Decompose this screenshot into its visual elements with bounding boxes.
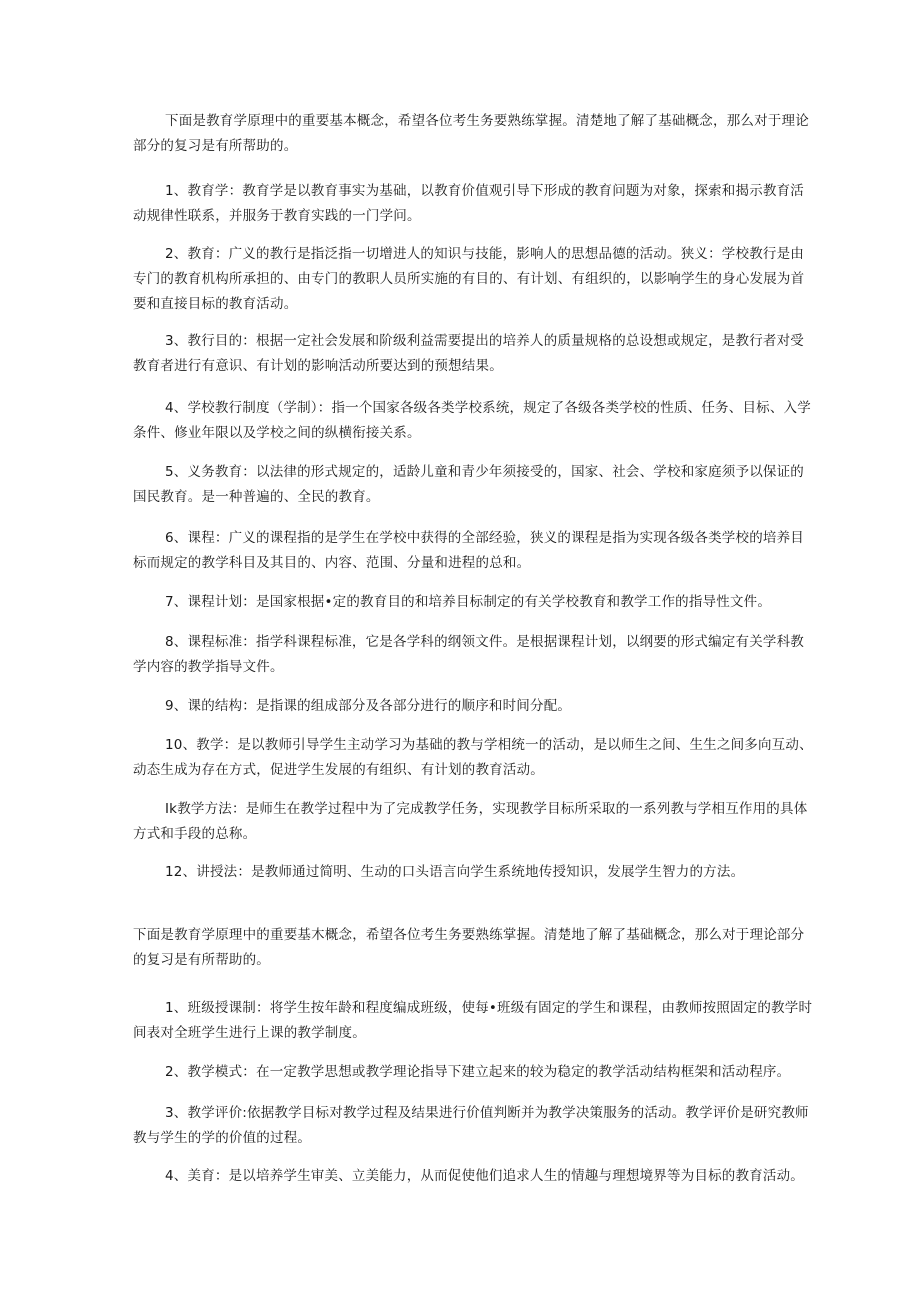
intro-paragraph-1: 下面是教育学原理中的重要基本概念，希望各位考生务要熟练掌握。清楚地了解了基础概念，那么对于理论部分的复习是有所帮助的。 bbox=[133, 113, 809, 154]
definition-item-b4: 4、美育：是以培养学生审美、立美能力，从而促使他们追求人生的情趣与理想境界等为目标的教育活动。 bbox=[165, 1168, 804, 1184]
definition-item-11: Ik教学方法：是师生在教学过程中为了完成教学任务，实现教学目标所采取的一系列教与学相互作用的具体方式和手段的总称。 bbox=[133, 801, 808, 842]
definition-item-b3: 3、教学评价:依据教学目标对教学过程及结果进行价值判断并为教学决策服务的活动。教学评价是研究教师教与学生的学的价值的过程。 bbox=[133, 1105, 809, 1146]
definition-item-9: 9、课的结构：是指课的组成部分及各部分进行的顺序和时间分配。 bbox=[165, 698, 572, 714]
definition-item-10: 10、教学：是以教师引导学生主动学习为基础的教与学相统一的活动，是以师生之间、生生之间多向互动、动态生成为存在方式，促进学生发展的有组织、有计划的教育活动。 bbox=[133, 737, 813, 778]
definition-item-2: 2、教育：广义的教行是指泛指一切增进人的知识与技能，影响人的思想品德的活动。狭义：学校教行是由专门的教育机构所承担的、由专门的教职人员所实施的有目的、有计划、有组织的，以影响学生的身心发展为首要和直接目标的教育活动。 bbox=[133, 246, 805, 312]
definition-item-8: 8、课程标准：指学科课程标准，它是各学科的纲领文件。是根据课程计划，以纲要的形式编定有关学科教学内容的教学指导文件。 bbox=[133, 634, 804, 675]
definition-item-5: 5、义务教育：以法律的形式规定的，适龄儿童和青少年须接受的，国家、社会、学校和家庭须予以保证的国民教育。是一种普遍的、全民的教育。 bbox=[133, 464, 804, 505]
intro-paragraph-2: 下面是教育学原理中的重要基木概念，希望各位考生务要熟练掌握。清楚地了解了基础概念，那么对于理论部分的复习是有所帮助的。 bbox=[133, 927, 805, 968]
definition-item-b1: 1、班级授课制：将学生按年龄和程度编成班级，使每•班级有固定的学生和课程，由教师按照固定的教学时间表对全班学生进行上课的教学制度。 bbox=[133, 1000, 813, 1041]
definition-item-3: 3、教行目的：根据一定社会发展和阶级利益需要提出的培养人的质量规格的总设想或规定，是教行者对受教育者进行有意识、有计划的影响活动所要达到的预想结果。 bbox=[133, 333, 804, 374]
definition-item-4: 4、学校教行制度（学制）：指一个国家各级各类学校系统，规定了各级各类学校的性质、任务、目标、入学条件、修业年限以及学校之间的纵横衔接关系。 bbox=[133, 400, 811, 441]
definition-item-b2: 2、教学模式：在一定教学思想或教学理论指导下建立起来的较为稳定的教学活动结构框架和活动程序。 bbox=[165, 1064, 791, 1080]
definition-item-12: 12、讲授法：是教师通过简明、生动的口头语言向学生系统地传授知识，发展学生智力的方法。 bbox=[165, 864, 745, 880]
definition-item-6: 6、课程：广义的课程指的是学生在学校中获得的全部经验，狭义的课程是指为实现各级各类学校的培养目标而规定的教学科目及其目的、内容、范围、分量和进程的总和。 bbox=[133, 530, 804, 571]
definition-item-7: 7、课程计划：是国家根据•定的教育目的和培养目标制定的有关学校教育和教学工作的指导性文件。 bbox=[165, 594, 772, 610]
definition-item-1: 1、教育学：教育学是以教育事实为基础，以教育价值观引导下形成的教育问题为对象，探索和揭示教育活动规律性联系，并服务于教育实践的一门学问。 bbox=[133, 183, 804, 224]
